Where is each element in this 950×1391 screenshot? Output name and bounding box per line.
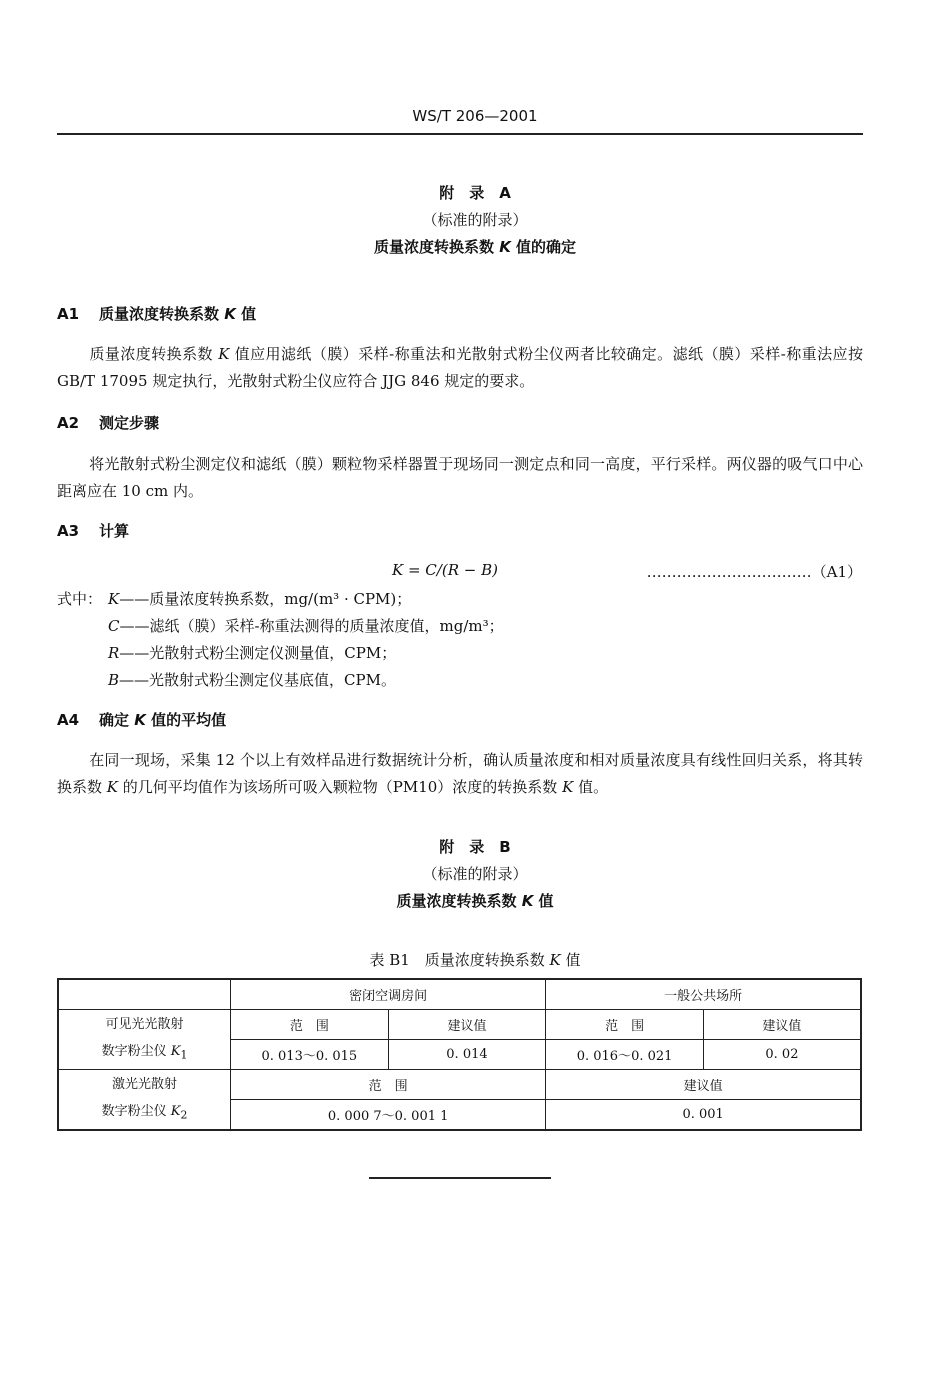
definition-k [108, 588, 411, 609]
definition-r [108, 642, 396, 663]
table-header-row [58, 979, 861, 1010]
row1-label-b: 数字粉尘仪 [101, 1043, 171, 1059]
section-a2-title: 测定步骤 [99, 414, 160, 432]
closed-range-header: 范 围 [231, 1010, 389, 1040]
r1-public-value: 0. 02 [703, 1040, 861, 1070]
section-a1-heading [57, 303, 256, 324]
section-a1-number: A1 [57, 305, 80, 323]
section-a4-p-pre: 在同一现场，采集 12 个以上有效样品进行数据统计分析，确认质量浓度和相对质量浓度具有线性回归关系，将其转换系数 [57, 751, 863, 796]
appendix-a-title [0, 236, 950, 257]
end-rule [369, 1177, 551, 1179]
section-a4-p-var2: K [562, 778, 574, 796]
section-a3-number: A3 [57, 522, 80, 540]
r2-range-header: 范 围 [231, 1070, 546, 1100]
row2-label-b: 数字粉尘仪 [101, 1103, 171, 1119]
row1-label-var: K [170, 1043, 181, 1059]
table-b1 [57, 978, 862, 1131]
definition-k-var: K [108, 590, 120, 608]
section-a1-title-pre: 质量浓度转换系数 [99, 305, 225, 323]
table-caption-var: K [549, 951, 561, 969]
section-a3-title: 计算 [99, 522, 130, 540]
section-a1-title-var: K [224, 305, 236, 323]
section-a3-heading [57, 520, 129, 541]
definition-r-var: R [108, 644, 120, 662]
definition-c-var: C [108, 617, 120, 635]
formula-tag: ……………………………（A1） [646, 563, 862, 581]
section-a2-heading [57, 412, 159, 433]
doc-id-header: WS/T 206—2001 [412, 107, 538, 125]
row2-label-var: K [170, 1103, 181, 1119]
header-rule [57, 133, 863, 135]
row2-label [58, 1070, 231, 1131]
section-a4-number: A4 [57, 711, 80, 729]
appendix-a-note: （标准的附录） [422, 211, 528, 229]
row2-label-sub: 2 [180, 1108, 188, 1122]
row1-label-a: 可见光光散射 [105, 1016, 184, 1032]
section-a1-paragraph [57, 341, 863, 395]
r2-range: 0. 000 7～0. 001 1 [231, 1100, 546, 1131]
section-a2-p: 将光散射式粉尘测定仪和滤纸（膜）颗粒物采样器置于现场同一测定点和同一高度，平行采样。两仪器的吸气口中心距离应在 10 cm 内。 [57, 455, 863, 500]
section-a1-p-pre: 质量浓度转换系数 [89, 345, 219, 363]
section-a4-p-var: K [106, 778, 118, 796]
closed-suggest-header: 建议值 [388, 1010, 546, 1040]
appendix-b-title [0, 890, 950, 911]
appendix-a-title-post: 值的确定 [510, 238, 577, 256]
appendix-b-title-var: K [521, 892, 534, 910]
definition-c-text: ——滤纸（膜）采样-称重法测得的质量浓度值，mg/m³； [119, 617, 504, 635]
table-row [58, 1070, 861, 1100]
row2-label-a: 激光光散射 [112, 1076, 178, 1092]
public-range-header: 范 围 [546, 1010, 704, 1040]
section-a4-p-post: 值。 [573, 778, 609, 796]
r2-value: 0. 001 [546, 1100, 861, 1131]
table-corner-cell [58, 979, 231, 1010]
section-a1-p-post: 值应用滤纸（膜）采样-称重法和光散射式粉尘仪两者比较确定。滤纸（膜）采样-称重法应按 GB/T 17095 规定执行，光散射式粉尘仪应符合 JJG 846 规定的要求。 [57, 345, 863, 390]
table-caption-post: 值 [560, 951, 581, 969]
definition-c [108, 615, 504, 636]
appendix-a-title-var: K [499, 238, 511, 256]
group-closed-header: 密闭空调房间 [231, 979, 546, 1010]
formula: K = C/(R − B) [392, 561, 498, 579]
definition-b [108, 669, 396, 690]
section-a1-title-post: 值 [235, 305, 257, 323]
section-a4-title-pre: 确定 [99, 711, 135, 729]
appendix-b-title-post: 值 [533, 892, 554, 910]
where-label: 式中： [57, 590, 103, 608]
section-a2-paragraph [57, 451, 863, 505]
public-suggest-header: 建议值 [703, 1010, 861, 1040]
definition-r-text: ——光散射式粉尘测定仪测量值，CPM； [119, 644, 397, 662]
appendix-a-title-pre: 质量浓度转换系数 [373, 238, 500, 256]
table-caption [0, 949, 950, 970]
section-a4-title-var: K [134, 711, 146, 729]
section-a4-p-mid: 的几何平均值作为该场所可吸入颗粒物（PM10）浓度的转换系数 [118, 778, 563, 796]
section-a4-title-post: 值的平均值 [145, 711, 227, 729]
appendix-b-title-pre: 质量浓度转换系数 [396, 892, 522, 910]
section-a2-number: A2 [57, 414, 80, 432]
group-public-header: 一般公共场所 [546, 979, 861, 1010]
table-caption-pre: 表 B1 质量浓度转换系数 [369, 951, 550, 969]
definition-k-text: ——质量浓度转换系数，mg/(m³ · CPM)； [119, 590, 412, 608]
section-a4-heading [57, 709, 226, 730]
definition-b-var: B [108, 671, 120, 689]
row1-label-sub: 1 [180, 1048, 188, 1062]
appendix-b-label: 附 录 B [439, 838, 511, 856]
section-a4-paragraph [57, 747, 863, 801]
r1-public-range: 0. 016～0. 021 [546, 1040, 704, 1070]
row1-label [58, 1010, 231, 1070]
section-a1-p-var: K [218, 345, 230, 363]
definition-b-text: ——光散射式粉尘测定仪基底值，CPM。 [119, 671, 396, 689]
r1-closed-value: 0. 014 [388, 1040, 546, 1070]
appendix-a-label: 附 录 A [439, 184, 511, 202]
r1-closed-range: 0. 013～0. 015 [231, 1040, 389, 1070]
table-row [58, 1010, 861, 1040]
appendix-b-note: （标准的附录） [422, 865, 528, 883]
r2-value-header: 建议值 [546, 1070, 861, 1100]
